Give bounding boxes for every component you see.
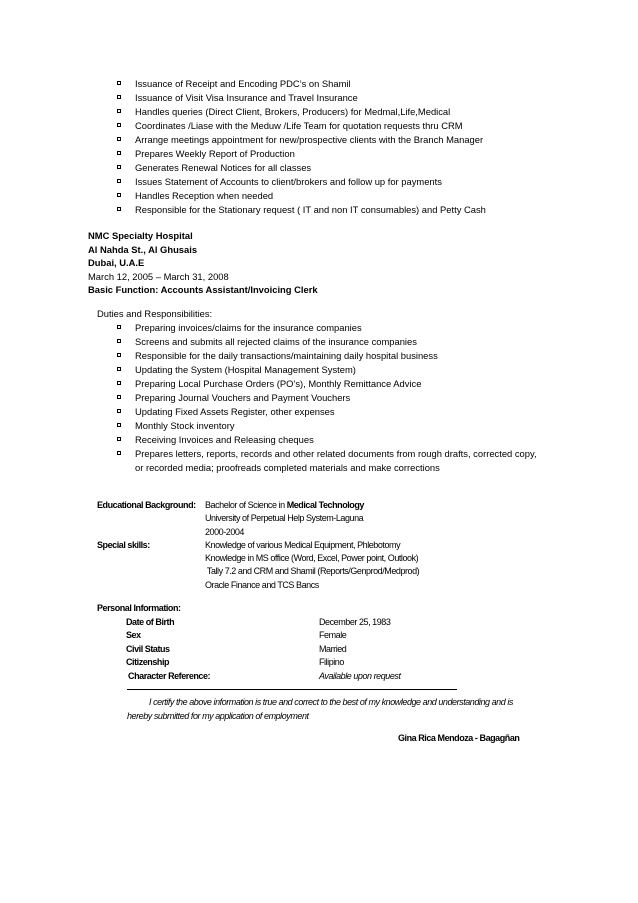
list-item: Screens and submits all rejected claims of the insurance companies: [0, 335, 638, 349]
duties-heading: Duties and Responsibilities:: [97, 308, 213, 319]
skills-label: Special skills:: [97, 539, 150, 550]
list-item: Coordinates /Liase with the Meduw /Life Team for quotation requests thru CRM: [0, 119, 638, 133]
employer-block: [88, 229, 318, 297]
square-bullet-icon: [117, 353, 121, 357]
list-item: Prepares letters, reports, records and other related documents from rough drafts, corrected copy, or recorded media; proofreads completed materials and make corrections: [0, 447, 545, 475]
list-item: Generates Renewal Notices for all classes: [0, 161, 638, 175]
certification-statement: I certify the above information is true and correct to the best of my knowledge and understanding and is hereby submitted for my application of employment: [127, 697, 513, 721]
list-item: Updating Fixed Assets Register, other expenses: [0, 405, 638, 419]
degree-field: Medical Technology: [286, 500, 364, 510]
list-item: Monthly Stock inventory: [0, 419, 638, 433]
square-bullet-icon: [117, 81, 121, 85]
personal-row: Sex Female: [126, 630, 347, 640]
list-item: Preparing Journal Vouchers and Payment Vouchers: [0, 391, 638, 405]
skill-item: Tally 7.2 and CRM and Shamil (Reports/Genprod/Medprod): [205, 566, 420, 577]
employer-name: NMC Specialty Hospital: [88, 230, 193, 241]
list-item: Arrange meetings appointment for new/prospective clients with the Branch Manager: [0, 133, 638, 147]
list-item: Receiving Invoices and Releasing cheques: [0, 433, 638, 447]
square-bullet-icon: [117, 423, 121, 427]
employment-dates: March 12, 2005 – March 31, 2008: [88, 270, 229, 282]
personal-information-section: [97, 602, 597, 683]
list-item: Issues Statement of Accounts to client/brokers and follow up for payments: [0, 175, 638, 189]
list-item: Preparing invoices/claims for the insurance companies: [0, 321, 638, 335]
square-bullet-icon: [117, 193, 121, 197]
basic-function: Basic Function: Accounts Assistant/Invoicing Clerk: [88, 284, 318, 295]
list-item: Updating the System (Hospital Management System): [0, 363, 638, 377]
list-item: Issuance of Visit Visa Insurance and Travel Insurance: [0, 91, 638, 105]
square-bullet-icon: [117, 151, 121, 155]
personal-row: Civil Status Married: [126, 643, 347, 654]
education-label: Educational Background:: [97, 500, 196, 510]
square-bullet-icon: [117, 179, 121, 183]
square-bullet-icon: [117, 95, 121, 99]
degree: Bachelor of Science in Medical Technology: [205, 500, 364, 510]
skill-item: Knowledge of various Medical Equipment, Phlebotomy: [205, 539, 401, 550]
school-years: 2000-2004: [205, 526, 244, 537]
square-bullet-icon: [117, 207, 121, 211]
square-bullet-icon: [117, 409, 121, 413]
employer-street: Al Nahda St., Al Ghusais: [88, 243, 198, 255]
list-item: Issuance of Receipt and Encoding PDC’s on Shamil: [0, 77, 638, 91]
signature-name: Gina Rica Mendoza - Bagagñan: [398, 733, 520, 743]
list-item: Responsible for the Stationary request ( IT and non IT consumables) and Petty Cash: [0, 203, 638, 217]
personal-row: Citizenship Filipino: [126, 657, 344, 667]
square-bullet-icon: [117, 381, 121, 385]
school: University of Perpetual Help System-Laguna: [205, 513, 364, 524]
employer-city: Dubai, U.A.E: [88, 257, 145, 268]
square-bullet-icon: [117, 325, 121, 329]
square-bullet-icon: [117, 123, 121, 127]
list-item: Preparing Local Purchase Orders (PO’s), Monthly Remittance Advice: [0, 377, 638, 391]
square-bullet-icon: [117, 109, 121, 113]
square-bullet-icon: [117, 165, 121, 169]
square-bullet-icon: [117, 451, 121, 455]
square-bullet-icon: [117, 367, 121, 371]
duties-list: [0, 321, 638, 475]
divider-line: [127, 689, 457, 690]
list-item: Handles queries (Direct Client, Brokers, Producers) for Medmal,Life,Medical: [0, 105, 638, 119]
skill-item: Knowledge in MS office (Word, Excel, Power point, Outlook): [205, 553, 419, 564]
personal-row: Character Reference: Available upon request: [126, 670, 401, 681]
skill-item: Oracle Finance and TCS Bancs: [205, 579, 319, 590]
personal-info-label: Personal Information:: [97, 603, 181, 613]
square-bullet-icon: [117, 137, 121, 141]
education-skills-section: [97, 499, 597, 592]
square-bullet-icon: [117, 437, 121, 441]
list-item: Prepares Weekly Report of Production: [0, 147, 638, 161]
square-bullet-icon: [117, 339, 121, 343]
personal-row: Date of Birth December 25, 1983: [126, 616, 391, 627]
list-item: Responsible for the daily transactions/maintaining daily hospital business: [0, 349, 638, 363]
square-bullet-icon: [117, 395, 121, 399]
list-item: Handles Reception when needed: [0, 189, 638, 203]
previous-job-duties-list: [0, 77, 638, 217]
